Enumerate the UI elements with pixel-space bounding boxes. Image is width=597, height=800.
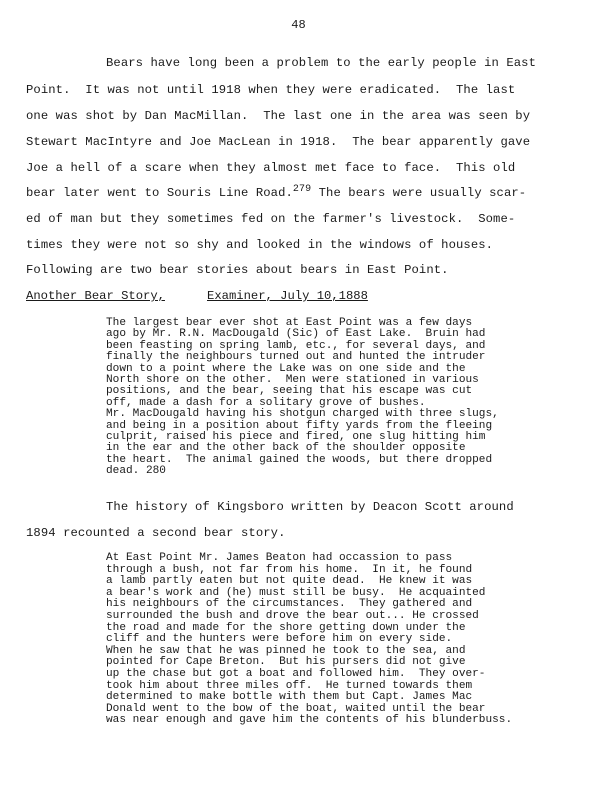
page-number: 48 [291, 18, 306, 32]
text-line: Following are two bear stories about bears in East Point. [26, 263, 449, 277]
quote-line: ago by Mr. R.N. MacDougald (Sic) of East Lake. Bruin had [106, 328, 486, 341]
quote-line: positions, and the bear, seeing that his escape was cut [106, 385, 473, 398]
quote-line: At East Point Mr. James Beaton had occassion to pass [106, 552, 453, 564]
quote-line: took him about three miles off. He turned towards them [106, 679, 473, 692]
quote-line: cliff and the hunters were before him on every side. [106, 633, 453, 646]
quote-line: was near enough and gave him the contents of his blunderbuss. [106, 714, 513, 727]
quote-line: a bear's work and (he) must still be busy. He acquainted [106, 586, 486, 599]
text-line: Stewart MacIntyre and Joe MacLean in 1918. The bear apparently gave [26, 135, 531, 149]
quote-line: off, made a dash for a solitary grove of bushes. [106, 396, 426, 409]
quote-line: surrounded the bush and drove the bear out... He crossed [106, 610, 479, 622]
text-span: bear later went to Souris Line Road. [26, 186, 293, 200]
quote-line: The largest bear ever shot at East Point was a few days [106, 317, 473, 329]
quote-line: North shore on the other. Men were stationed in various [106, 374, 479, 386]
text-line: Bears have long been a problem to the early people in East [106, 56, 536, 70]
quote-line: and being in a position about fifty yards from the fleeing [106, 419, 493, 432]
quote-line: dead. 280 [106, 465, 166, 478]
quote-line: culprit, raised his piece and fired, one slug hitting him [106, 431, 486, 443]
quote-line: down to a point where the Lake was on one side and the [106, 362, 466, 375]
quote-line: the road and made for the shore getting down under the [106, 621, 466, 634]
section-source: Examiner, July 10,1888 [207, 289, 368, 303]
text-line [26, 183, 527, 200]
quote-line: a lamb partly eaten but not quite dead. He knew it was [106, 575, 473, 588]
quote-line: pointed for Cape Breton. But his pursers did not give [106, 656, 466, 669]
quote-line: finally the neighbours turned out and hunted the intruder [106, 351, 486, 364]
text-line: one was shot by Dan MacMillan. The last one in the area was seen by [26, 109, 531, 123]
quote-line: in the ear and the other back of the shoulder opposite [106, 442, 466, 455]
text-line: Point. It was not until 1918 when they were eradicated. The last [26, 83, 516, 97]
footnote-marker: 279 [292, 183, 312, 195]
quote-line: When he saw that he was pinned he took to the sea, and [106, 644, 466, 657]
quote-line: Mr. MacDougald having his shotgun charged with three slugs, [106, 408, 499, 421]
quote-line: determined to make bottle with them but Capt. James Mac [106, 691, 473, 704]
quote-line: through a bush, not far from his home. In it, he found [106, 563, 473, 576]
quote-line: Donald went to the bow of the boat, waited until the bear [106, 702, 486, 715]
text-line: 1894 recounted a second bear story. [26, 526, 286, 540]
section-heading: Another Bear Story, [26, 289, 165, 303]
text-span: The bears were usually scar- [311, 186, 527, 200]
quote-line: the heart. The animal gained the woods, but there dropped [106, 453, 493, 466]
quote-line: his neighbours of the circumstances. They gathered and [106, 598, 473, 611]
text-line: times they were not so shy and looked in the windows of houses. [26, 238, 494, 252]
text-line: Joe a hell of a scare when they almost met face to face. This old [26, 161, 516, 175]
text-line: ed of man but they sometimes fed on the farmer's livestock. Some- [26, 212, 516, 226]
quote-line: been feasting on spring lamb, etc., for several days, and [106, 339, 486, 352]
quote-line: up the chase but got a boat and followed him. They over- [106, 668, 486, 680]
text-line: The history of Kingsboro written by Deacon Scott around [106, 500, 514, 514]
